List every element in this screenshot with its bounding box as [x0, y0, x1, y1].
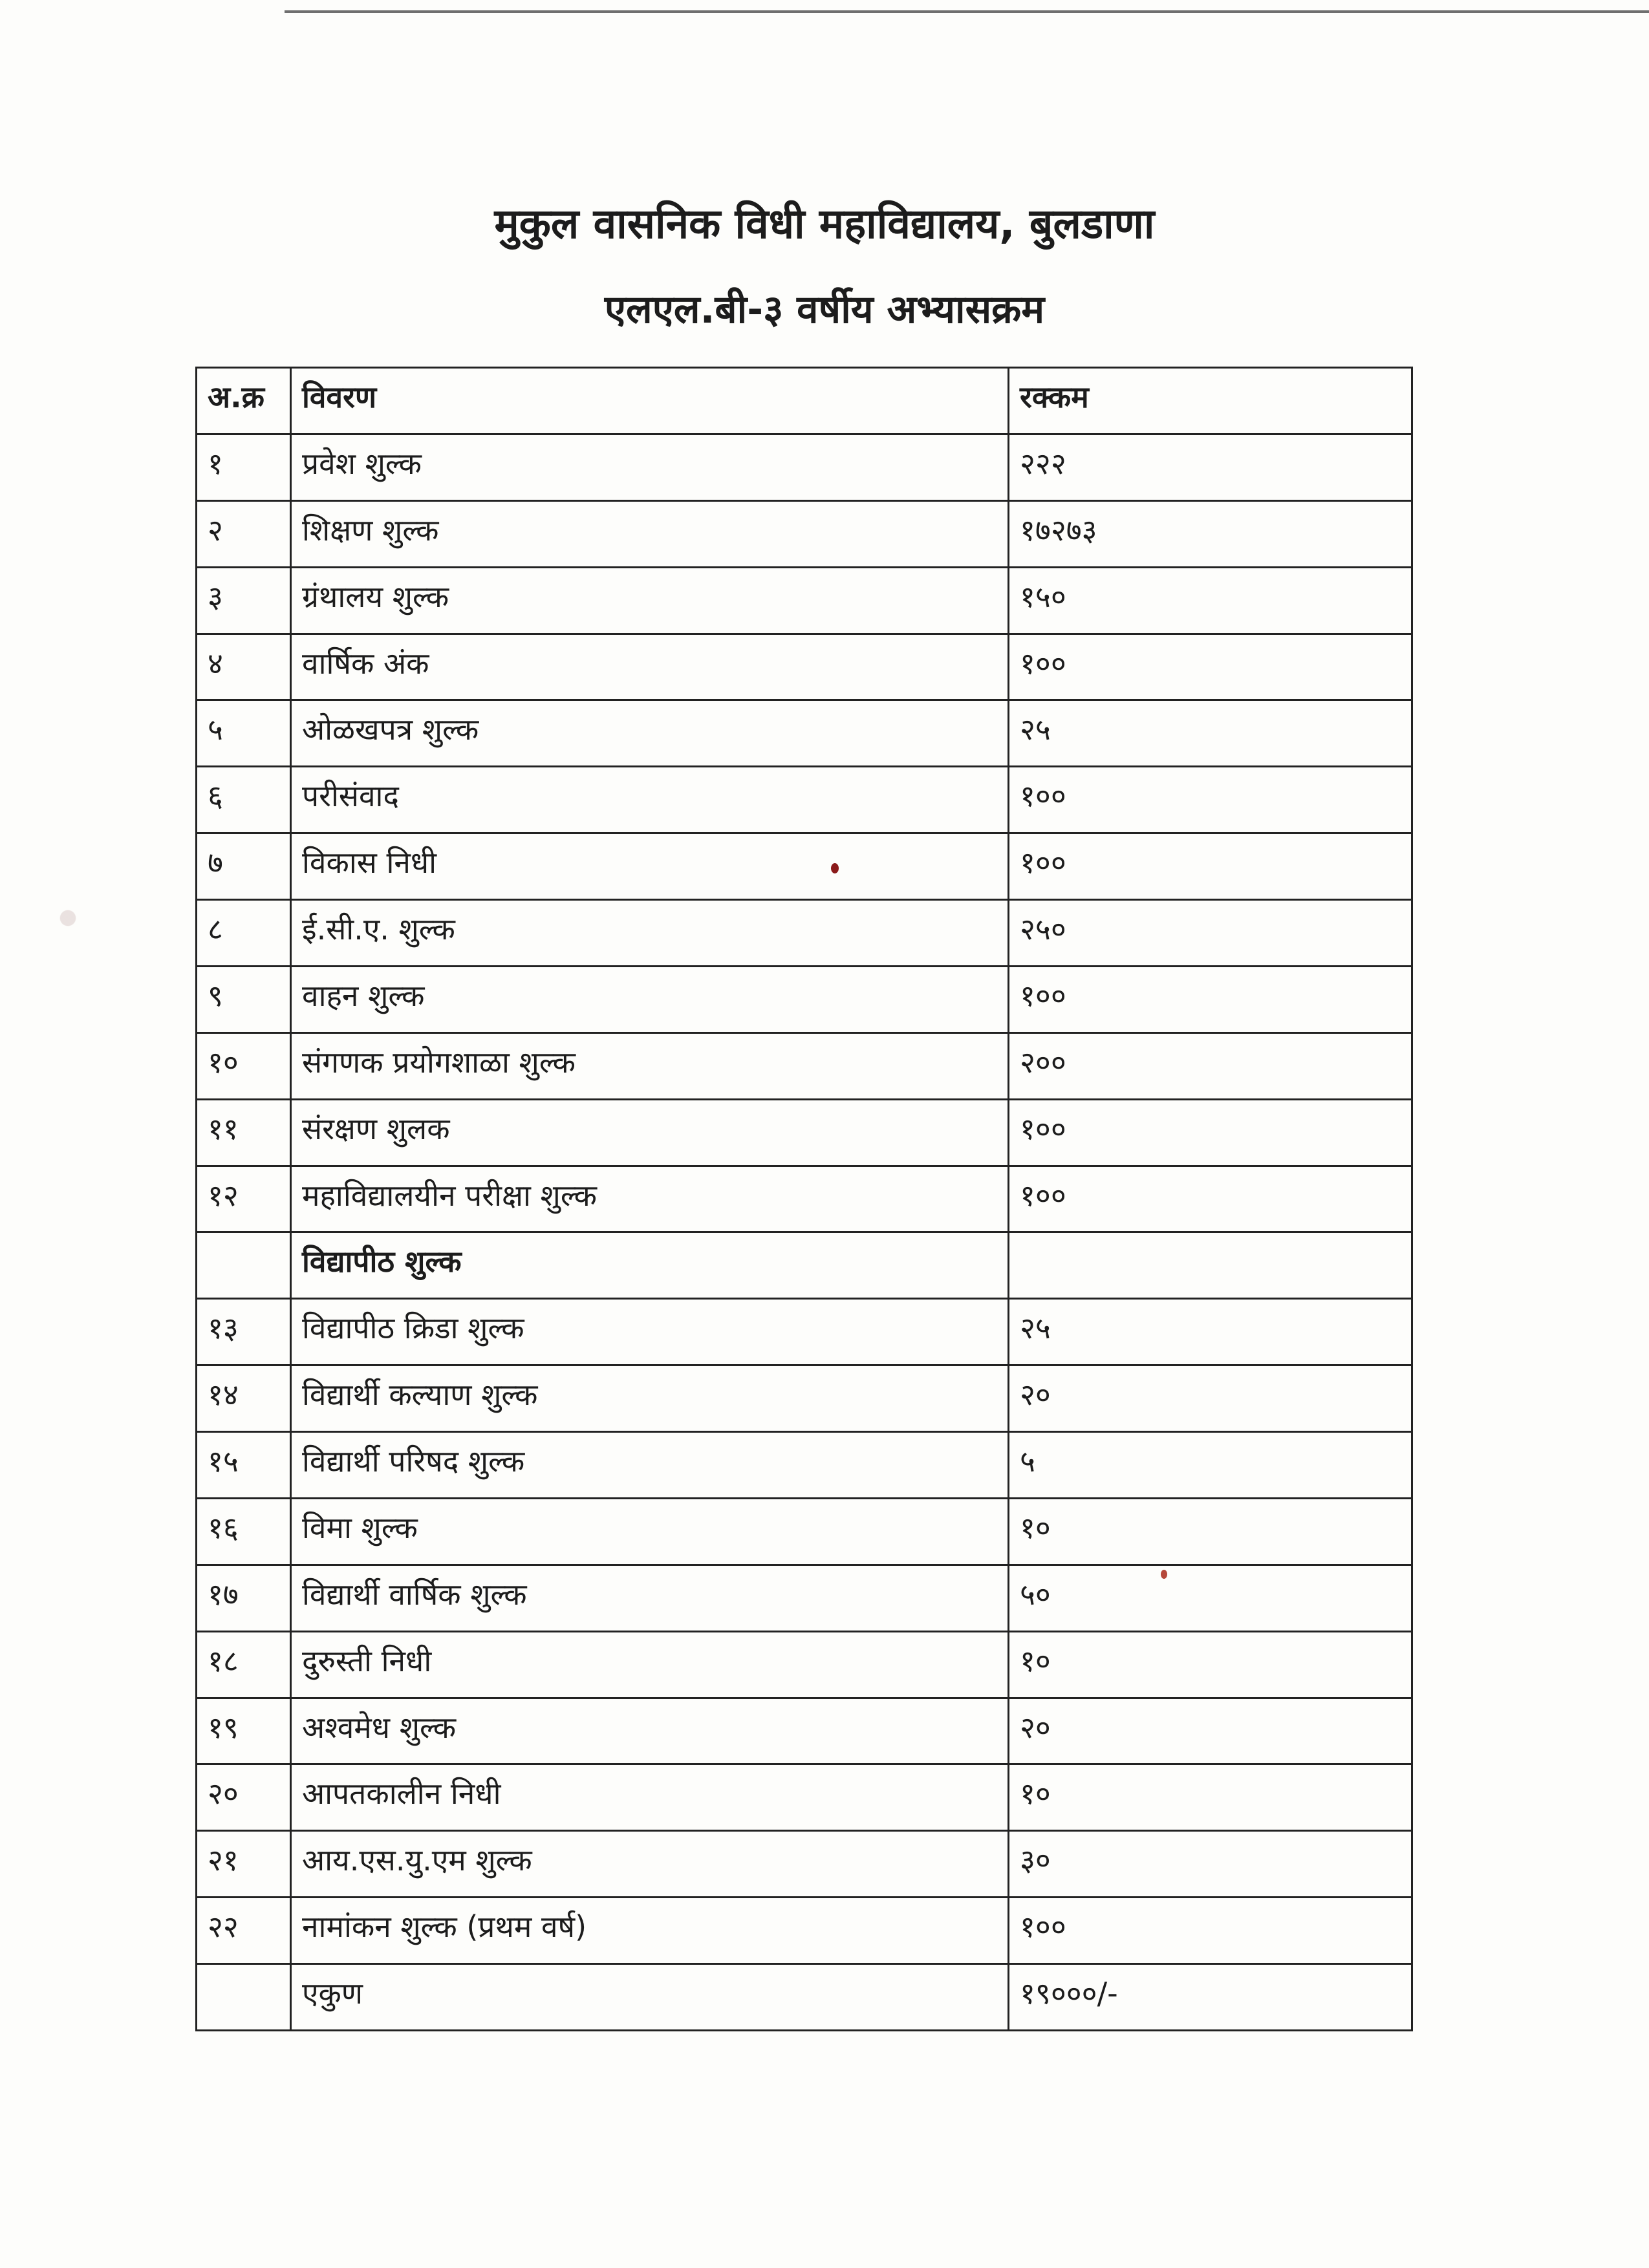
amount-cell: ३०	[1009, 1831, 1412, 1898]
table-row	[197, 1565, 1412, 1631]
scan-top-edge	[285, 10, 1649, 13]
serial-cell: १७	[197, 1565, 291, 1631]
table-row	[197, 833, 1412, 900]
table-row	[197, 567, 1412, 634]
course-title: एलएल.बी-३ वर्षीय अभ्यासक्रम	[604, 287, 1045, 332]
description-cell: शिक्षण शुल्क	[291, 500, 1009, 567]
serial-cell: १०	[197, 1032, 291, 1099]
column-header-amount: रक्कम	[1009, 368, 1412, 434]
description-cell: वार्षिक अंक	[291, 634, 1009, 700]
empty-cell	[197, 1964, 291, 2031]
total-label: एकुण	[291, 1964, 1009, 2031]
amount-cell: १०	[1009, 1631, 1412, 1698]
table-row	[197, 1631, 1412, 1698]
serial-cell: २०	[197, 1764, 291, 1831]
amount-cell: १७२७३	[1009, 500, 1412, 567]
amount-cell: १०	[1009, 1498, 1412, 1565]
table-row	[197, 700, 1412, 767]
table-row	[197, 1432, 1412, 1499]
section-label: विद्यापीठ शुल्क	[291, 1232, 1009, 1299]
amount-cell: २५	[1009, 1299, 1412, 1365]
serial-cell: २२	[197, 1898, 291, 1964]
amount-cell: १००	[1009, 767, 1412, 833]
amount-cell: १००	[1009, 966, 1412, 1032]
description-cell: ओळखपत्र शुल्क	[291, 700, 1009, 767]
table-row	[197, 434, 1412, 500]
amount-cell: २०	[1009, 1365, 1412, 1432]
table-row	[197, 1166, 1412, 1232]
table-row	[197, 900, 1412, 967]
scan-specks	[13, 866, 123, 970]
description-cell: विद्यार्थी कल्याण शुल्क	[291, 1365, 1009, 1432]
table-row	[197, 966, 1412, 1032]
empty-cell	[1009, 1232, 1412, 1299]
amount-cell: २०	[1009, 1698, 1412, 1764]
table-row	[197, 634, 1412, 700]
description-cell: ई.सी.ए. शुल्क	[291, 900, 1009, 967]
serial-cell: ७	[197, 833, 291, 900]
serial-cell: ५	[197, 700, 291, 767]
table-row	[197, 1898, 1412, 1964]
description-cell: प्रवेश शुल्क	[291, 434, 1009, 500]
total-amount: १९०००/-	[1009, 1964, 1412, 2031]
amount-cell: १००	[1009, 1166, 1412, 1232]
empty-cell	[197, 1232, 291, 1299]
ink-spot	[1161, 1570, 1167, 1579]
description-cell: परीसंवाद	[291, 767, 1009, 833]
description-cell: विद्यार्थी वार्षिक शुल्क	[291, 1565, 1009, 1631]
serial-cell: ३	[197, 567, 291, 634]
description-cell: महाविद्यालयीन परीक्षा शुल्क	[291, 1166, 1009, 1232]
serial-cell: ४	[197, 634, 291, 700]
serial-cell: १	[197, 434, 291, 500]
total-row	[197, 1964, 1412, 2031]
description-cell: वाहन शुल्क	[291, 966, 1009, 1032]
fee-table	[195, 367, 1413, 2031]
amount-cell: २००	[1009, 1032, 1412, 1099]
description-cell: आपतकालीन निधी	[291, 1764, 1009, 1831]
amount-cell: ५	[1009, 1432, 1412, 1499]
table-header-row	[197, 368, 1412, 434]
college-title: मुकुल वासनिक विधी महाविद्यालय, बुलडाणा	[494, 200, 1155, 248]
table-row	[197, 1299, 1412, 1365]
ink-spot	[831, 863, 839, 873]
description-cell: विद्यार्थी परिषद शुल्क	[291, 1432, 1009, 1499]
description-cell: नामांकन शुल्क (प्रथम वर्ष)	[291, 1898, 1009, 1964]
description-cell: विद्यापीठ क्रिडा शुल्क	[291, 1299, 1009, 1365]
table-row	[197, 500, 1412, 567]
amount-cell: १००	[1009, 1898, 1412, 1964]
table-row	[197, 1032, 1412, 1099]
serial-cell: २१	[197, 1831, 291, 1898]
serial-cell: १५	[197, 1432, 291, 1499]
description-cell: विकास निधी	[291, 833, 1009, 900]
serial-cell: १९	[197, 1698, 291, 1764]
description-cell: आय.एस.यु.एम शुल्क	[291, 1831, 1009, 1898]
serial-cell: १४	[197, 1365, 291, 1432]
serial-cell: १६	[197, 1498, 291, 1565]
table-row	[197, 1498, 1412, 1565]
description-cell: अश्वमेध शुल्क	[291, 1698, 1009, 1764]
table-row	[197, 1365, 1412, 1432]
serial-cell: १३	[197, 1299, 291, 1365]
table-row	[197, 1099, 1412, 1166]
amount-cell: ५०	[1009, 1565, 1412, 1631]
amount-cell: १००	[1009, 634, 1412, 700]
description-cell: संरक्षण शुलक	[291, 1099, 1009, 1166]
amount-cell: २२२	[1009, 434, 1412, 500]
column-header-description: विवरण	[291, 368, 1009, 434]
serial-cell: १२	[197, 1166, 291, 1232]
description-cell: संगणक प्रयोगशाळा शुल्क	[291, 1032, 1009, 1099]
serial-cell: ६	[197, 767, 291, 833]
serial-cell: ९	[197, 966, 291, 1032]
description-cell: ग्रंथालय शुल्क	[291, 567, 1009, 634]
section-row	[197, 1232, 1412, 1299]
amount-cell: १००	[1009, 833, 1412, 900]
table-row	[197, 767, 1412, 833]
serial-cell: २	[197, 500, 291, 567]
table-row	[197, 1764, 1412, 1831]
column-header-serial: अ.क्र	[197, 368, 291, 434]
amount-cell: २५०	[1009, 900, 1412, 967]
table-row	[197, 1831, 1412, 1898]
table-row	[197, 1698, 1412, 1764]
description-cell: दुरुस्ती निधी	[291, 1631, 1009, 1698]
description-cell: विमा शुल्क	[291, 1498, 1009, 1565]
amount-cell: १०	[1009, 1764, 1412, 1831]
serial-cell: १८	[197, 1631, 291, 1698]
amount-cell: १००	[1009, 1099, 1412, 1166]
serial-cell: ८	[197, 900, 291, 967]
serial-cell: ११	[197, 1099, 291, 1166]
amount-cell: २५	[1009, 700, 1412, 767]
amount-cell: १५०	[1009, 567, 1412, 634]
